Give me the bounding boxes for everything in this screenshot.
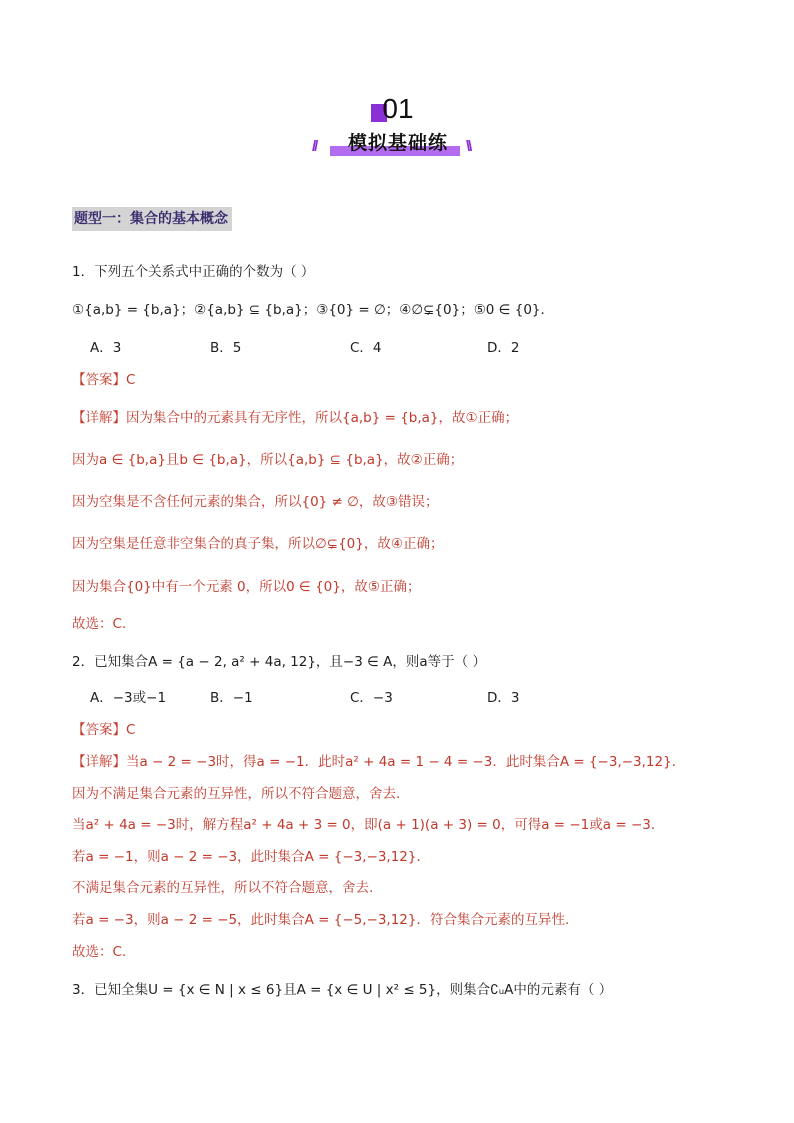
q2-detail-line-6: 若a = −3，则a − 2 = −5，此时集合A = {−5,−3,12}．符合集合元素的互异性.	[72, 912, 570, 928]
q1-detail-line-2: 因为a ∈ {b,a}且b ∈ {b,a}，所以{a,b} ⊆ {b,a}，故②正确；	[72, 452, 464, 468]
q1-detail-line-5: 因为集合{0}中有一个元素 0，所以0 ∈ {0}，故⑤正确；	[72, 579, 421, 595]
q1-option-d: D．2	[487, 340, 520, 356]
q2-detail-text-1: 当a − 2 = −3时，得a = −1．此时a² + 4a = 1 − 4 = −3．此时集合A = {−3,−3,12}．	[126, 754, 686, 770]
q2-stem: 2．已知集合A = {a − 2, a² + 4a, 12}，且−3 ∈ A，则a等于（ ）	[72, 654, 486, 670]
q1-option-c: C．4	[350, 340, 382, 356]
q1-answer-value: C	[126, 372, 136, 388]
q3-stem: 3．已知全集U = {x ∈ N | x ≤ 6}且A = {x ∈ U | x² ≤ 5}，则集合∁ᵤA中的元素有（ ）	[72, 982, 613, 998]
q2-detail-tag: 【详解】	[72, 754, 126, 770]
q1-detail-text-1: 因为集合中的元素具有无序性，所以{a,b} = {b,a}，故①正确；	[126, 410, 519, 426]
q2-option-b: B．−1	[210, 690, 253, 706]
q2-option-d: D．3	[487, 690, 520, 706]
header-number: 01	[382, 93, 414, 124]
section-heading: 题型一：集合的基本概念	[72, 207, 232, 231]
q2-detail-line-4: 若a = −1，则a − 2 = −3，此时集合A = {−3,−3,12}．	[72, 849, 430, 865]
q2-detail-line-2: 因为不满足集合元素的互异性，所以不符合题意，舍去.	[72, 786, 401, 802]
q2-detail-line-5: 不满足集合元素的互异性，所以不符合题意，舍去.	[72, 880, 374, 896]
q1-option-b: B．5	[210, 340, 242, 356]
q2-option-c: C．−3	[350, 690, 393, 706]
q1-detail-tag: 【详解】	[72, 410, 126, 426]
q1-option-a: A．3	[90, 340, 122, 356]
q1-detail-line-1	[72, 408, 518, 428]
q1-relations: ①{a,b} = {b,a}；②{a,b} ⊆ {b,a}；③{0} = ∅；④∅⊊{0}；⑤0 ∈ {0}．	[72, 302, 555, 318]
q2-detail-line-3: 当a² + 4a = −3时，解方程a² + 4a + 3 = 0，即(a + 1)(a + 3) = 0，可得a = −1或a = −3．	[72, 817, 665, 833]
q1-detail-line-6: 故选：C.	[72, 616, 127, 632]
q1-detail-line-4: 因为空集是任意非空集合的真子集，所以∅⊊{0}，故④正确；	[72, 536, 444, 552]
header-slash-right-icon: \\	[466, 138, 471, 155]
q2-answer-tag: 【答案】	[72, 722, 126, 738]
q2-option-a: A．−3或−1	[90, 690, 167, 706]
q1-stem: 1．下列五个关系式中正确的个数为（ ）	[72, 264, 315, 280]
q1-answer-tag: 【答案】	[72, 372, 126, 388]
q1-answer	[72, 370, 135, 390]
q2-detail-line-1	[72, 752, 685, 772]
q2-answer-value: C	[126, 722, 136, 738]
q2-answer	[72, 720, 135, 740]
header-slash-left-icon: //	[312, 138, 317, 155]
q2-detail-line-7: 故选：C.	[72, 944, 127, 960]
header-title: 模拟基础练	[347, 132, 448, 154]
q1-detail-line-3: 因为空集是不含任何元素的集合，所以{0} ≠ ∅，故③错误；	[72, 494, 439, 510]
